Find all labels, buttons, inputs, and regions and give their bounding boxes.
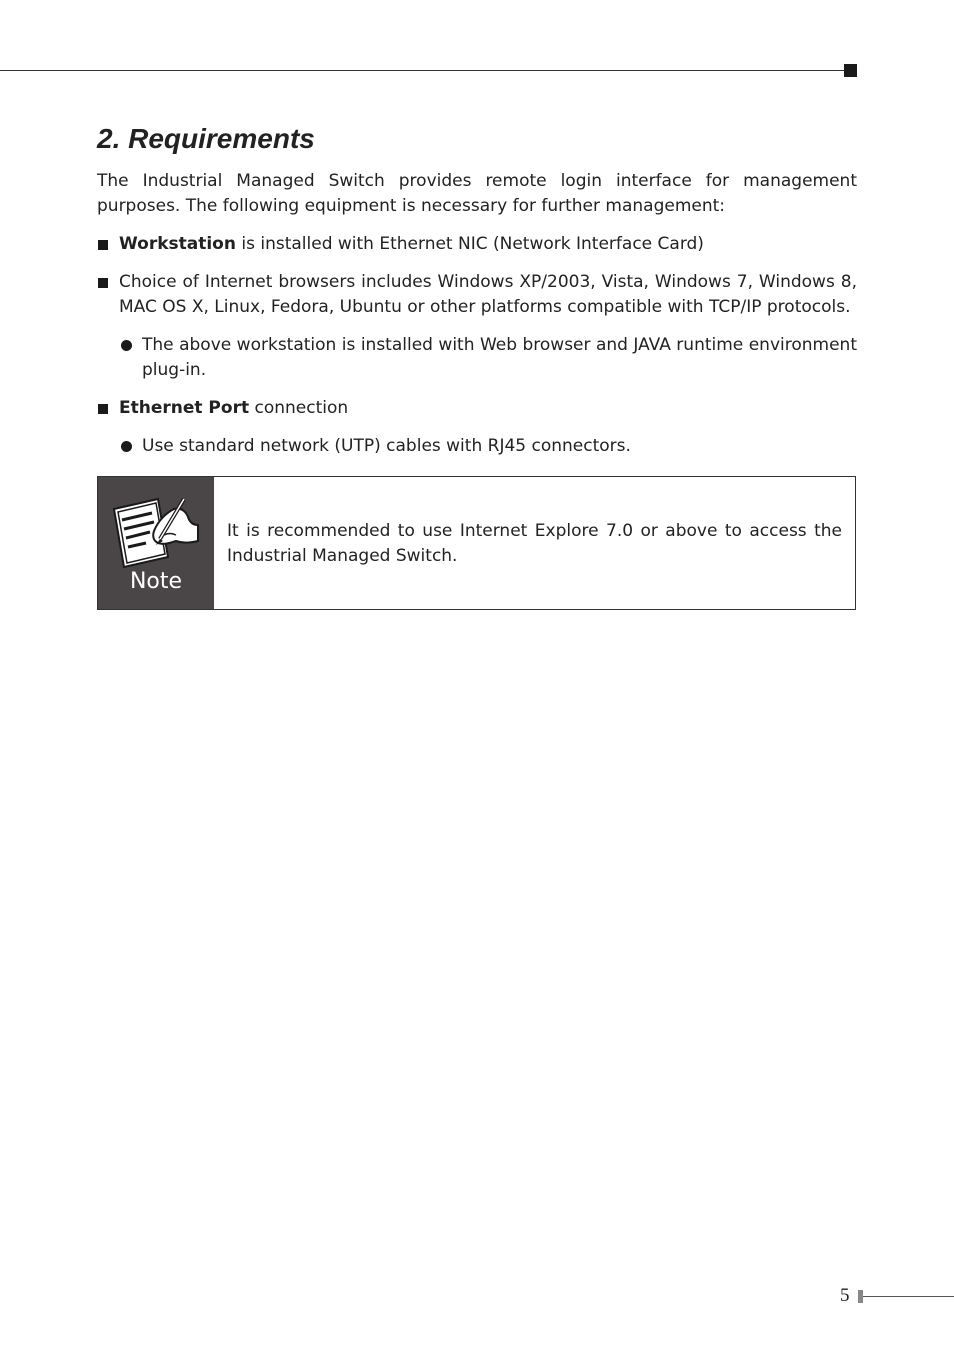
bullet-text: connection — [249, 398, 349, 418]
note-pencil-icon — [110, 495, 202, 569]
page-number: 5 — [840, 1285, 850, 1306]
square-bullet-icon — [98, 278, 108, 288]
sub-bullet-text: Use standard network (UTP) cables with RJ45 connectors. — [142, 436, 631, 456]
sub-bullet-text: The above workstation is installed with Web browser and JAVA runtime environment plug-in. — [142, 335, 857, 380]
bullet-bold-text: Ethernet Port — [119, 398, 250, 418]
note-side-panel — [98, 477, 214, 609]
note-box — [97, 476, 856, 610]
intro-paragraph: The Industrial Managed Switch provides remote login interface for management purposes. The following equipment is necessary for further management: — [97, 171, 857, 216]
bullet-ethernet-port — [97, 396, 857, 421]
sub-bullet-cables — [97, 434, 857, 459]
bullet-browsers — [97, 270, 857, 320]
header-rule — [0, 70, 846, 71]
footer-rule — [863, 1296, 954, 1297]
note-label: Note — [129, 569, 183, 594]
sub-bullet-web-browser — [97, 333, 857, 383]
bullet-text: Choice of Internet browsers includes Windows XP/2003, Vista, Windows 7, Windows 8, MAC OS X, Linux, Fedora, Ubuntu or other platforms compatible with TCP/IP protocols. — [119, 272, 857, 317]
bullet-workstation — [97, 232, 857, 257]
round-bullet-icon — [121, 441, 132, 452]
note-text: It is recommended to use Internet Explore 7.0 or above to access the Industrial Managed Switch. — [227, 521, 842, 566]
bullet-bold-text: Workstation — [119, 234, 236, 254]
round-bullet-icon — [121, 340, 132, 351]
header-square-marker — [844, 64, 857, 77]
page-content — [97, 118, 857, 610]
section-title: 2. Requirements — [97, 123, 315, 154]
bullet-text: is installed with Ethernet NIC (Network Interface Card) — [235, 234, 704, 254]
square-bullet-icon — [98, 404, 108, 414]
square-bullet-icon — [98, 240, 108, 250]
